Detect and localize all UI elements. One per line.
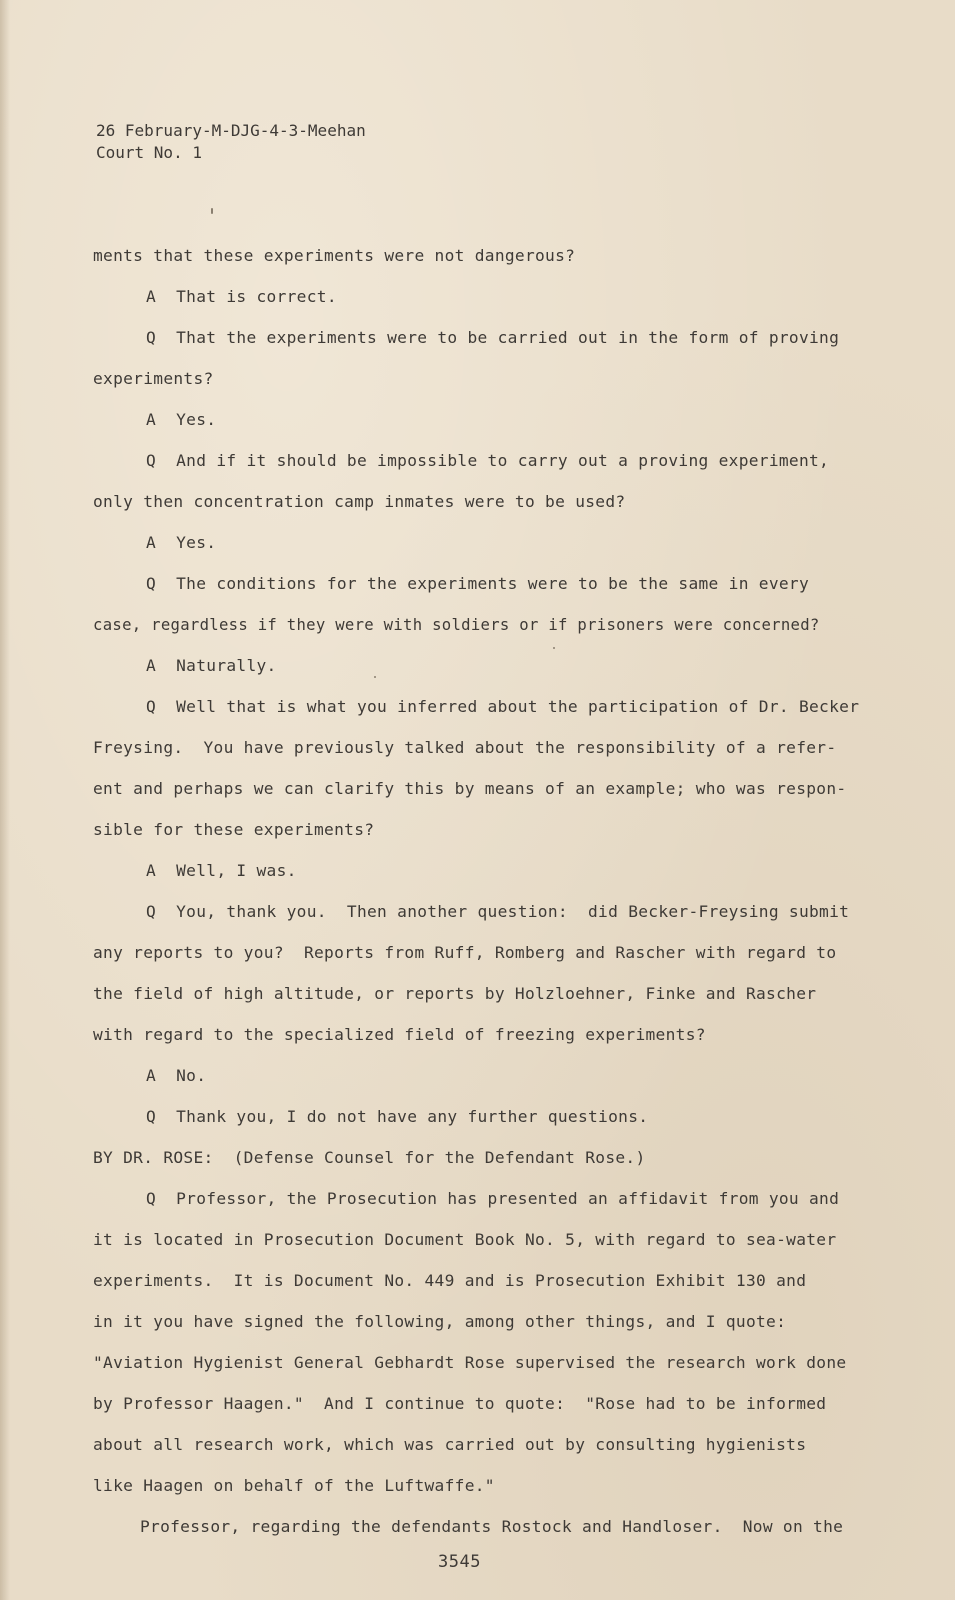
transcript-line: any reports to you? Reports from Ruff, Romberg and Rascher with regard to xyxy=(93,943,837,962)
page-edge-shadow xyxy=(0,0,10,1600)
question-line: Q That the experiments were to be carried out in the form of proving xyxy=(146,328,840,347)
ink-mark xyxy=(374,676,376,678)
quoted-line: by Professor Haagen." And I continue to quote: "Rose had to be informed xyxy=(93,1394,827,1413)
quoted-line: like Haagen on behalf of the Luftwaffe." xyxy=(93,1476,495,1495)
transcript-line: ent and perhaps we can clarify this by means of an example; who was respon- xyxy=(93,779,847,798)
page-header xyxy=(96,120,366,164)
examiner-heading: BY DR. ROSE: (Defense Counsel for the Defendant Rose.) xyxy=(93,1148,646,1167)
transcript-line: sible for these experiments? xyxy=(93,820,375,839)
answer-line: A Well, I was. xyxy=(146,861,297,880)
header-reference: 26 February-M-DJG-4-3-Meehan xyxy=(96,121,366,140)
quoted-line: about all research work, which was carried out by consulting hygienists xyxy=(93,1435,807,1454)
transcript-line: experiments. It is Document No. 449 and is Prosecution Exhibit 130 and xyxy=(93,1271,807,1290)
transcript-line: ments that these experiments were not dangerous? xyxy=(93,246,576,265)
question-line: Q Professor, the Prosecution has presented an affidavit from you and xyxy=(146,1189,840,1208)
ink-mark xyxy=(553,647,555,649)
answer-line: A That is correct. xyxy=(146,287,337,306)
question-line: Q And if it should be impossible to carry out a proving experiment, xyxy=(146,451,830,470)
transcript-line: experiments? xyxy=(93,369,214,388)
header-court: Court No. 1 xyxy=(96,143,202,162)
transcript-line: case, regardless if they were with soldiers or if prisoners were concerned? xyxy=(93,616,820,634)
question-line: Q The conditions for the experiments were to be the same in every xyxy=(146,574,810,593)
question-line: Q Thank you, I do not have any further questions. xyxy=(146,1107,649,1126)
transcript-line: Freysing. You have previously talked about the responsibility of a refer- xyxy=(93,738,837,757)
answer-line: A Yes. xyxy=(146,533,217,552)
question-line: Q You, thank you. Then another question: did Becker-Freysing submit xyxy=(146,902,850,921)
page-number: 3545 xyxy=(438,1552,481,1572)
transcript-line: the field of high altitude, or reports by Holzloehner, Finke and Rascher xyxy=(93,984,817,1003)
answer-line: A No. xyxy=(146,1066,207,1085)
quoted-line: "Aviation Hygienist General Gebhardt Rose supervised the research work done xyxy=(93,1353,847,1372)
transcript-line: in it you have signed the following, among other things, and I quote: xyxy=(93,1312,787,1331)
answer-line: A Yes. xyxy=(146,410,217,429)
ink-mark xyxy=(211,208,213,214)
question-line: Q Well that is what you inferred about the participation of Dr. Becker xyxy=(146,697,860,716)
transcript-line: with regard to the specialized field of freezing experiments? xyxy=(93,1025,706,1044)
answer-line: A Naturally. xyxy=(146,656,277,675)
transcript-line: only then concentration camp inmates were to be used? xyxy=(93,492,626,511)
transcript-line: Professor, regarding the defendants Rostock and Handloser. Now on the xyxy=(140,1517,844,1536)
transcript-line: it is located in Prosecution Document Book No. 5, with regard to sea-water xyxy=(93,1230,837,1249)
